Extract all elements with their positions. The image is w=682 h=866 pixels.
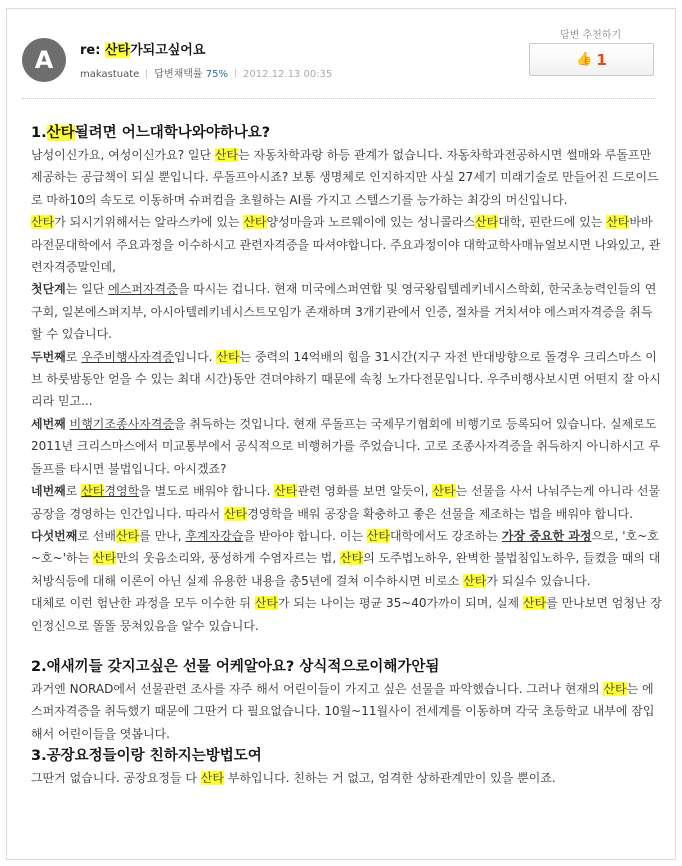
title-highlight: 산타 xyxy=(104,43,131,58)
title-rest: 가되고싶어요 xyxy=(130,43,206,58)
recommend-button[interactable] xyxy=(529,43,654,76)
answer-date: 2012.12.13 00:35 xyxy=(243,69,333,80)
paragraph-4: 두번째로 우주비행사자격증입니다. 산타는 중력의 14억배의 힘을 31시간(지구 자전 반대방향으로 돌경우 크리스마스 이브 하룻밤동안 얻을 수 있는 최대 시간)동안 견뎌야하기 때문에 속칭 노가다전문입니다. 우주비행사보시면 어떤지 잘 아시리라 믿고... xyxy=(31,349,661,409)
header-divider xyxy=(22,98,656,99)
adoption-rate: 75% xyxy=(205,69,229,80)
paragraph-6: 네번째로 산타경영학을 별도로 배워야 합니다. 산타관련 영화를 보면 알듯이, 산타는 선물을 사서 나눠주는게 아니라 선물공장을 경영하는 인간입니다. 따라서 산타경영학을 배워 공장을 확충하고 좋은 선물을 제조하는 법을 배워야 합니다. xyxy=(31,484,661,521)
paragraph-7: 다섯번째로 선배산타를 만나, 후계자강습을 받아야 합니다. 이는 산타대학에서도 강조하는 가장 중요한 과정으로, '호~호~호~'하는 산타만의 웃음소리와, 풍성하게 수염자르는 법, 산타의 도주법노하우, 완벽한 불법침입노하우, 들켰을 때의 대처방식등에 대해 이론이 아닌 실제 유용한 내용을 총5년에 걸쳐 이수하시면 비로소 산타가 되실수 있습니다. xyxy=(31,528,661,588)
paragraph-10: 그딴거 없습니다. 공장요정들 다 산타 부하입니다. 친하는 거 없고, 엄격한 상하관계만이 있을 뿐이죠. xyxy=(31,771,556,786)
paragraph-9: 과거엔 NORAD에서 선물관련 조사를 자주 해서 어린이들이 가지고 싶은 선물을 파악했습니다. 그러나 현재의 산타는 에스퍼자격증을 취득했기 때문에 그딴거 다 필요없습니다. 10월~11월사이 전세계를 이동하며 각국 초등학교 내부에 잠입해서 어린이들을 엿봅니다. xyxy=(31,681,655,741)
adoption-label: 답변채택률 xyxy=(154,69,203,80)
section-gap xyxy=(31,637,663,656)
recommend-count: 1 xyxy=(596,50,607,69)
heading-2: 2.애새끼들 갖지고싶은 선물 어케알아요? 상식적으로이해가안됨 xyxy=(31,658,440,675)
avatar[interactable]: A xyxy=(22,38,66,82)
paragraph-5: 세번째 비행기조종사자격증을 취득하는 것입니다. 현재 루돌프는 국제무기협회에 비행기로 등록되어 있습니다. 실제로도 2011년 크리스마스에서 미교통부에서 공식적으로 비행허가를 주었습니다. 고로 조종사자격증을 취득하지 아니하시고 루돌프를 타시면 불법입니다. 아시겠죠? xyxy=(31,416,660,476)
recommend-label: 답변 추천하기 xyxy=(560,30,622,41)
answer-title[interactable] xyxy=(80,39,205,58)
paragraph-2: 산타가 되시기위해서는 알라스카에 있는 산타양성마을과 노르웨이에 있는 성니콜라스산타대학, 핀란드에 있는 산타바바라전문대학에서 주요과정을 이수하시고 관련자격증을 따셔야합니다. 주요과정이야 대학교학사매뉴얼보시면 나와있고, 관련자격증말인데, xyxy=(31,215,661,275)
author-name[interactable]: makastuate xyxy=(80,69,140,80)
heading-1: 1.산타될려면 어느대학나와야하나요? xyxy=(31,125,271,141)
paragraph-1: 남성이신가요, 여성이신가요? 일단 산타는 자동차학과랑 하등 관계가 없습니다. 자동차학과전공하시면 썰매와 루돌프만 제공하는 공급책이 되실 뿐입니다. 루돌프아시죠? 보통 생명체로 인지하지만 사실 27세기 미래기술로 만들어진 드로이드로 마하10의 속도로 이동하며 슈퍼컴을 초월하는 AI를 가지고 스텔스기를 능가하는 최강의 머신입니다. xyxy=(31,148,659,207)
meta-divider xyxy=(146,69,147,78)
meta-divider xyxy=(235,69,236,78)
heading-3: 3.공장요정들이랑 친하지는방법도여 xyxy=(31,748,262,765)
answer-meta xyxy=(80,65,332,80)
answer-body xyxy=(31,122,663,790)
paragraph-3: 첫단계는 일단 에스퍼자격증을 따시는 겁니다. 현재 미국에스퍼연합 및 영국왕립텔레키네시스학회, 한국초능력인들의 연구회, 일본에스퍼지부, 아시아텔레키네시스트모임가 존재하며 3개기관에서 인증, 절차를 거치셔야 에스퍼자격증을 취득할 수 있습니다. xyxy=(31,282,657,342)
title-prefix: re: xyxy=(80,43,105,58)
thumbs-up-icon: 👍 xyxy=(576,52,593,67)
paragraph-8: 대체로 이런 험난한 과정을 모두 이수한 뒤 산타가 되는 나이는 평균 35~40가까이 되며, 실제 산타를 만나보면 엄청난 장인정신으로 똘똘 뭉쳐있음을 알수 있습니다. xyxy=(31,596,662,633)
